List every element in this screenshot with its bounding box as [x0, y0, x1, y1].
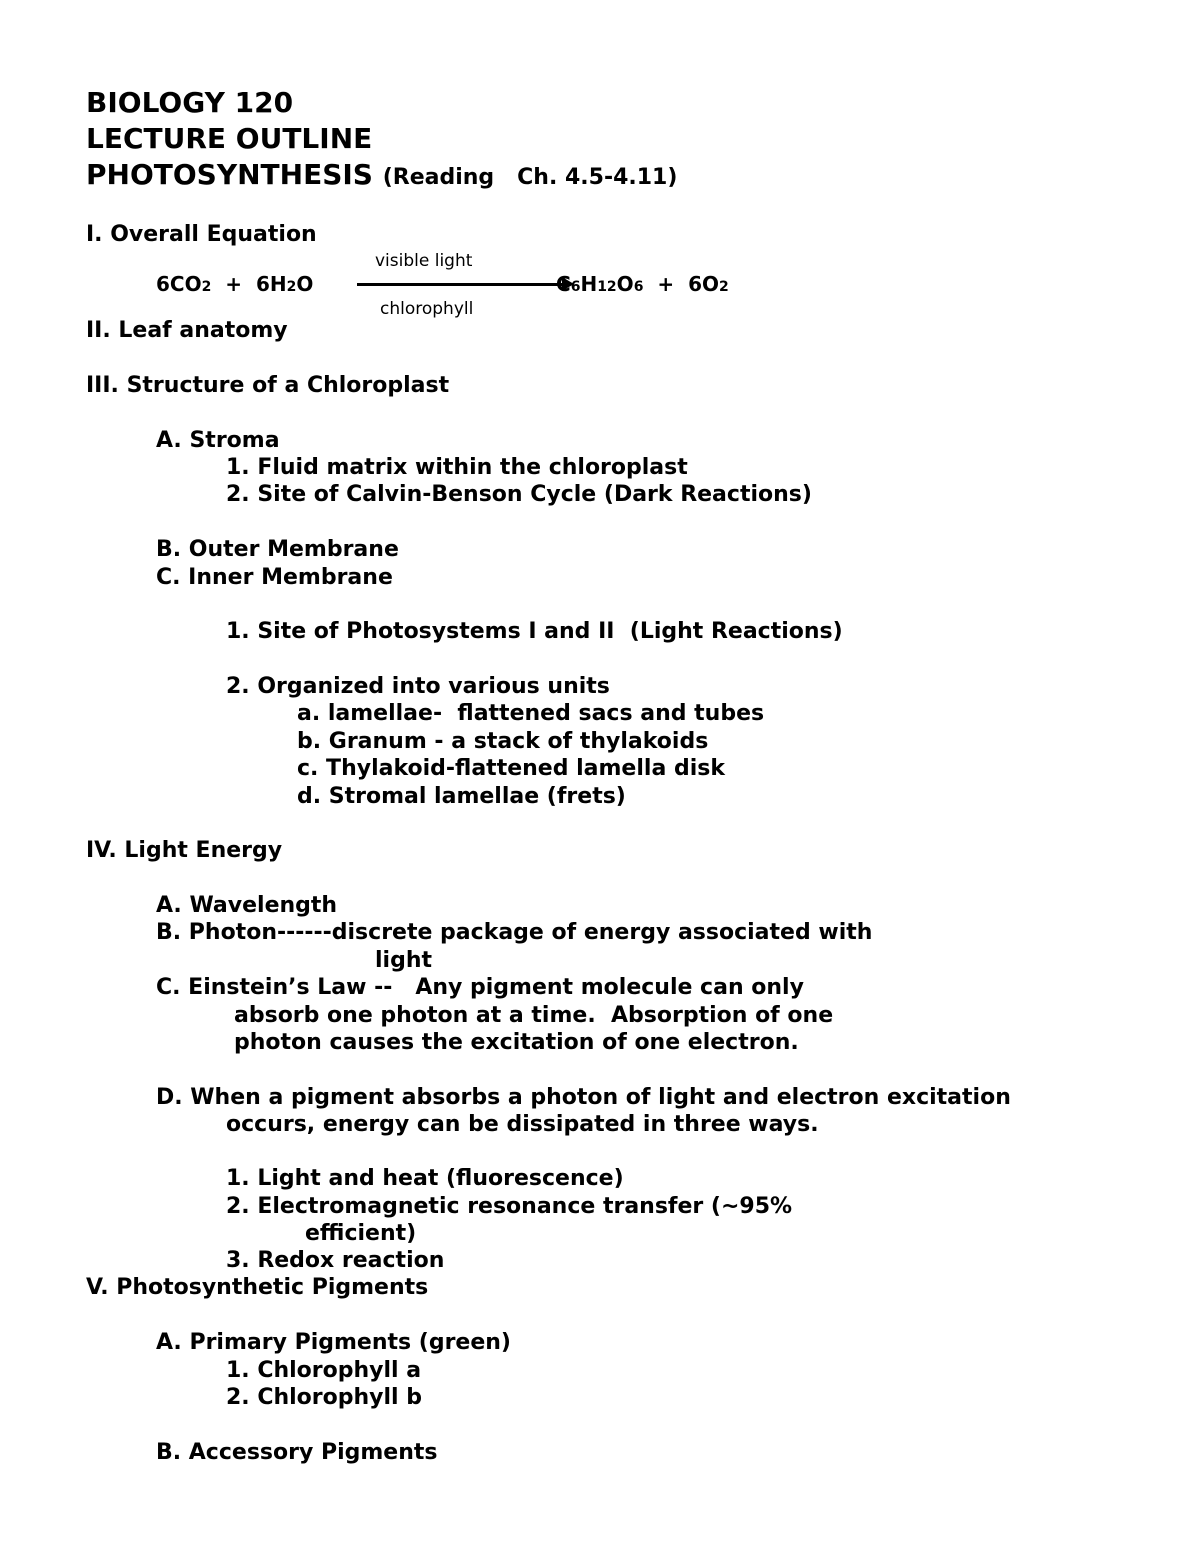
section-heading-equation: I. Overall Equation	[86, 222, 317, 247]
item-unit-a: a. lamellae- flattened sacs and tubes	[297, 701, 765, 726]
item-unit-d: d. Stromal lamellae (frets)	[297, 784, 626, 809]
item-photon-cont: light	[375, 948, 433, 973]
item-chla: 1. Chlorophyll a	[226, 1358, 422, 1383]
item-accessory: B. Accessory Pigments	[156, 1440, 438, 1465]
outline-title: LECTURE OUTLINE	[86, 122, 373, 155]
topic-name: PHOTOSYNTHESIS	[86, 158, 373, 191]
item-photon: B. Photon------discrete package of energy associated with	[156, 920, 873, 945]
equation-reactants: 6CO2 + 6H2O	[156, 272, 314, 296]
item-inner-1: 1. Site of Photosystems I and II (Light Reactions)	[226, 619, 843, 644]
arrow-label-above: visible light	[375, 251, 473, 271]
item-way-3: 3. Redox reaction	[226, 1248, 445, 1273]
item-einstein-2: absorb one photon at a time. Absorption of one	[234, 1003, 834, 1028]
item-unit-c: c. Thylakoid-flattened lamella disk	[297, 756, 725, 781]
item-d-cont: occurs, energy can be dissipated in three ways.	[226, 1112, 819, 1137]
item-way-2-cont: efficient)	[305, 1221, 417, 1246]
section-heading-light: IV. Light Energy	[86, 838, 283, 863]
item-way-2: 2. Electromagnetic resonance transfer (~95%	[226, 1194, 793, 1219]
equation-products: C6H12O6 + 6O2	[556, 272, 729, 296]
item-unit-b: b. Granum - a stack of thylakoids	[297, 729, 709, 754]
item-d: D. When a pigment absorbs a photon of light and electron excitation	[156, 1085, 1011, 1110]
item-stroma-1: 1. Fluid matrix within the chloroplast	[226, 455, 688, 480]
item-way-1: 1. Light and heat (fluorescence)	[226, 1166, 624, 1191]
arrow-label-below: chlorophyll	[380, 299, 474, 319]
item-outer-membrane: B. Outer Membrane	[156, 537, 399, 562]
item-stroma-2: 2. Site of Calvin-Benson Cycle (Dark Reactions)	[226, 482, 812, 507]
topic-title	[86, 158, 677, 195]
item-wavelength: A. Wavelength	[156, 893, 338, 918]
item-einstein: C. Einstein’s Law -- Any pigment molecule can only	[156, 975, 804, 1000]
item-chlb: 2. Chlorophyll b	[226, 1385, 422, 1410]
item-einstein-3: photon causes the excitation of one electron.	[234, 1030, 799, 1055]
section-heading-pigments: V. Photosynthetic Pigments	[86, 1275, 429, 1300]
item-inner-2: 2. Organized into various units	[226, 674, 610, 699]
reaction-arrow-shaft	[357, 283, 569, 286]
section-heading-chloroplast: III. Structure of a Chloroplast	[86, 373, 450, 398]
reading-reference: (Reading Ch. 4.5-4.11)	[382, 165, 678, 190]
section-heading-leaf: II. Leaf anatomy	[86, 318, 288, 343]
item-stroma: A. Stroma	[156, 428, 280, 453]
course-title: BIOLOGY 120	[86, 86, 294, 119]
item-primary: A. Primary Pigments (green)	[156, 1330, 511, 1355]
item-inner-membrane: C. Inner Membrane	[156, 565, 393, 590]
